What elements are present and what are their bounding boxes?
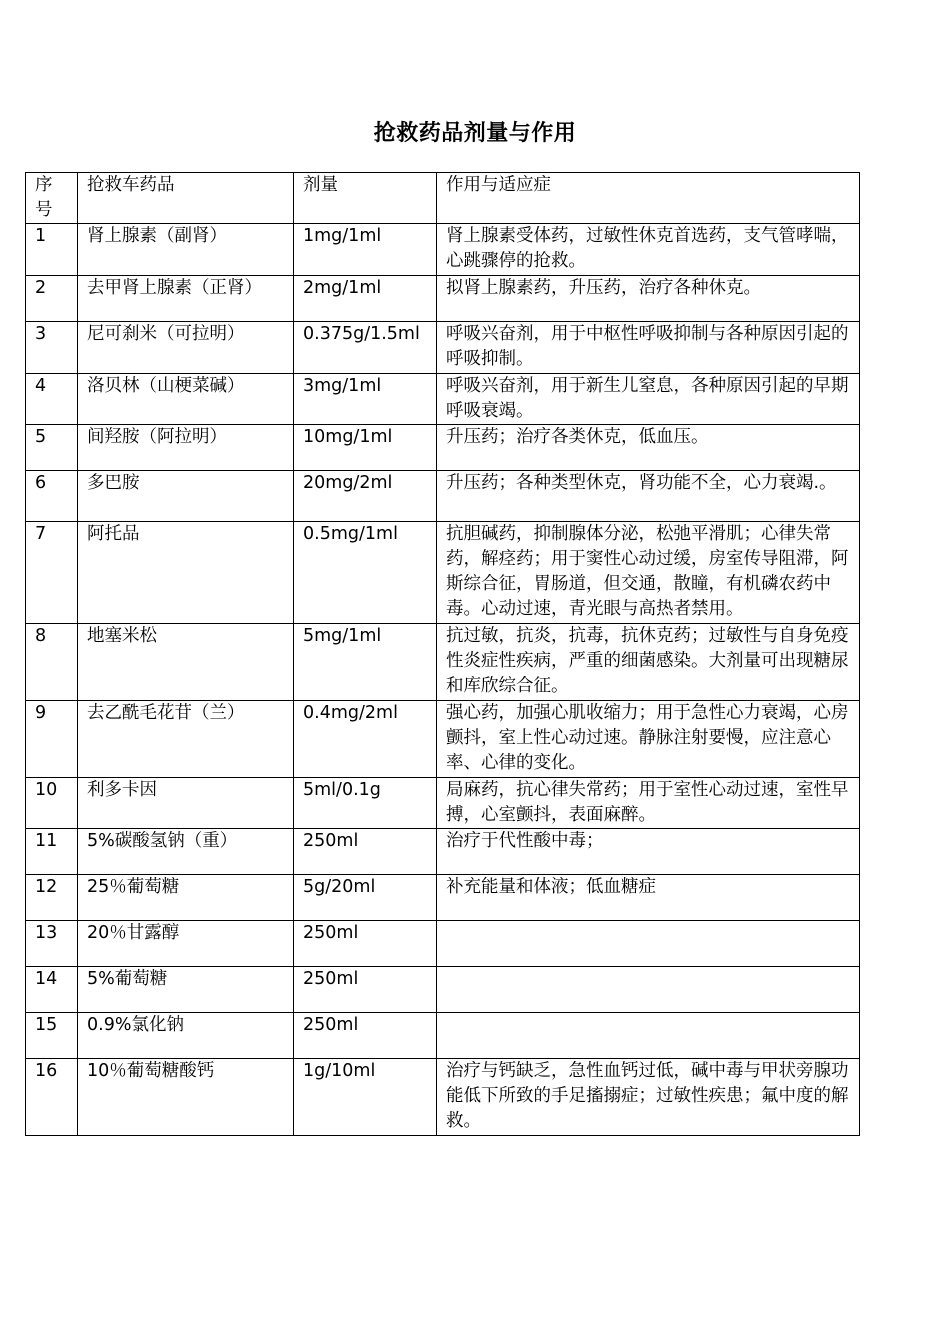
cell-dose: 10mg/1ml — [294, 425, 437, 471]
cell-drug-name: 洛贝林（山梗菜碱） — [78, 374, 294, 425]
cell-dose: 0.4mg/2ml — [294, 701, 437, 778]
cell-drug-name: 5%葡萄糖 — [78, 967, 294, 1013]
cell-number: 11 — [26, 829, 78, 875]
cell-dose: 5g/20ml — [294, 875, 437, 921]
cell-number: 8 — [26, 624, 78, 701]
cell-effect: 拟肾上腺素药，升压药，治疗各种休克。 — [437, 276, 860, 322]
cell-number: 9 — [26, 701, 78, 778]
cell-drug-name: 肾上腺素（副肾） — [78, 224, 294, 276]
header-dose: 剂量 — [294, 173, 437, 224]
cell-drug-name: 20％甘露醇 — [78, 921, 294, 967]
cell-dose: 1mg/1ml — [294, 224, 437, 276]
cell-number: 6 — [26, 471, 78, 522]
cell-number: 5 — [26, 425, 78, 471]
table-row — [26, 778, 860, 829]
table-row — [26, 471, 860, 522]
cell-drug-name: 阿托品 — [78, 522, 294, 624]
cell-number: 2 — [26, 276, 78, 322]
cell-number: 16 — [26, 1059, 78, 1136]
drug-table-body — [26, 173, 860, 1136]
table-row — [26, 875, 860, 921]
cell-effect: 升压药；各种类型休克，肾功能不全，心力衰竭.。 — [437, 471, 860, 522]
cell-drug-name: 10％葡萄糖酸钙 — [78, 1059, 294, 1136]
table-row — [26, 921, 860, 967]
cell-dose: 5mg/1ml — [294, 624, 437, 701]
cell-number: 10 — [26, 778, 78, 829]
cell-number: 15 — [26, 1013, 78, 1059]
cell-drug-name: 0.9%氯化钠 — [78, 1013, 294, 1059]
cell-drug-name: 5%碳酸氢钠（重） — [78, 829, 294, 875]
cell-number: 12 — [26, 875, 78, 921]
cell-effect: 抗过敏，抗炎，抗毒，抗休克药；过敏性与自身免疫性炎症性疾病，严重的细菌感染。大剂量可出现糖尿和库欣综合征。 — [437, 624, 860, 701]
table-row — [26, 967, 860, 1013]
cell-dose: 250ml — [294, 967, 437, 1013]
header-drug: 抢救车药品 — [78, 173, 294, 224]
cell-effect: 抗胆碱药，抑制腺体分泌，松弛平滑肌；心律失常药，解痉药；用于窦性心动过缓，房室传导阻滞，阿斯综合征，胃肠道，但交通，散瞳，有机磷农药中毒。心动过速，青光眼与高热者禁用。 — [437, 522, 860, 624]
cell-effect: 补充能量和体液；低血糖症 — [437, 875, 860, 921]
table-row — [26, 522, 860, 624]
table-header-row — [26, 173, 860, 224]
cell-drug-name: 多巴胺 — [78, 471, 294, 522]
cell-effect: 呼吸兴奋剂，用于中枢性呼吸抑制与各种原因引起的呼吸抑制。 — [437, 322, 860, 374]
cell-dose: 0.375g/1.5ml — [294, 322, 437, 374]
table-row — [26, 374, 860, 425]
cell-dose: 0.5mg/1ml — [294, 522, 437, 624]
table-row — [26, 224, 860, 276]
cell-effect: 肾上腺素受体药，过敏性休克首选药，支气管哮喘，心跳骤停的抢救。 — [437, 224, 860, 276]
cell-effect: 呼吸兴奋剂，用于新生儿窒息，各种原因引起的早期呼吸衰竭。 — [437, 374, 860, 425]
cell-effect: 升压药；治疗各类休克，低血压。 — [437, 425, 860, 471]
cell-dose: 5ml/0.1g — [294, 778, 437, 829]
drug-table — [25, 172, 860, 1136]
cell-number: 4 — [26, 374, 78, 425]
cell-number: 3 — [26, 322, 78, 374]
table-row — [26, 1013, 860, 1059]
cell-drug-name: 去乙酰毛花苷（兰） — [78, 701, 294, 778]
cell-drug-name: 利多卡因 — [78, 778, 294, 829]
cell-drug-name: 地塞米松 — [78, 624, 294, 701]
table-row — [26, 425, 860, 471]
cell-number: 7 — [26, 522, 78, 624]
cell-effect: 治疗与钙缺乏，急性血钙过低，碱中毒与甲状旁腺功能低下所致的手足搐搦症；过敏性疾患；氟中度的解救。 — [437, 1059, 860, 1136]
cell-drug-name: 尼可刹米（可拉明） — [78, 322, 294, 374]
cell-effect: 强心药，加强心肌收缩力；用于急性心力衰竭，心房颤抖，室上性心动过速。静脉注射要慢，应注意心率、心律的变化。 — [437, 701, 860, 778]
cell-dose: 250ml — [294, 829, 437, 875]
cell-dose: 2mg/1ml — [294, 276, 437, 322]
cell-effect: 治疗于代性酸中毒； — [437, 829, 860, 875]
cell-dose: 20mg/2ml — [294, 471, 437, 522]
table-row — [26, 322, 860, 374]
cell-dose: 1g/10ml — [294, 1059, 437, 1136]
table-row — [26, 1059, 860, 1136]
cell-number: 14 — [26, 967, 78, 1013]
page-title: 抢救药品剂量与作用 — [373, 121, 577, 146]
cell-number: 1 — [26, 224, 78, 276]
cell-effect — [437, 967, 860, 1013]
cell-dose: 250ml — [294, 1013, 437, 1059]
cell-drug-name: 去甲肾上腺素（正肾） — [78, 276, 294, 322]
table-row — [26, 624, 860, 701]
cell-drug-name: 25％葡萄糖 — [78, 875, 294, 921]
header-effect: 作用与适应症 — [437, 173, 860, 224]
cell-effect — [437, 921, 860, 967]
table-row — [26, 701, 860, 778]
header-number: 序号 — [26, 173, 78, 224]
cell-dose: 3mg/1ml — [294, 374, 437, 425]
cell-dose: 250ml — [294, 921, 437, 967]
cell-effect: 局麻药，抗心律失常药；用于室性心动过速，室性早搏，心室颤抖，表面麻醉。 — [437, 778, 860, 829]
cell-effect — [437, 1013, 860, 1059]
cell-number: 13 — [26, 921, 78, 967]
cell-drug-name: 间羟胺（阿拉明） — [78, 425, 294, 471]
table-row — [26, 276, 860, 322]
table-row — [26, 829, 860, 875]
